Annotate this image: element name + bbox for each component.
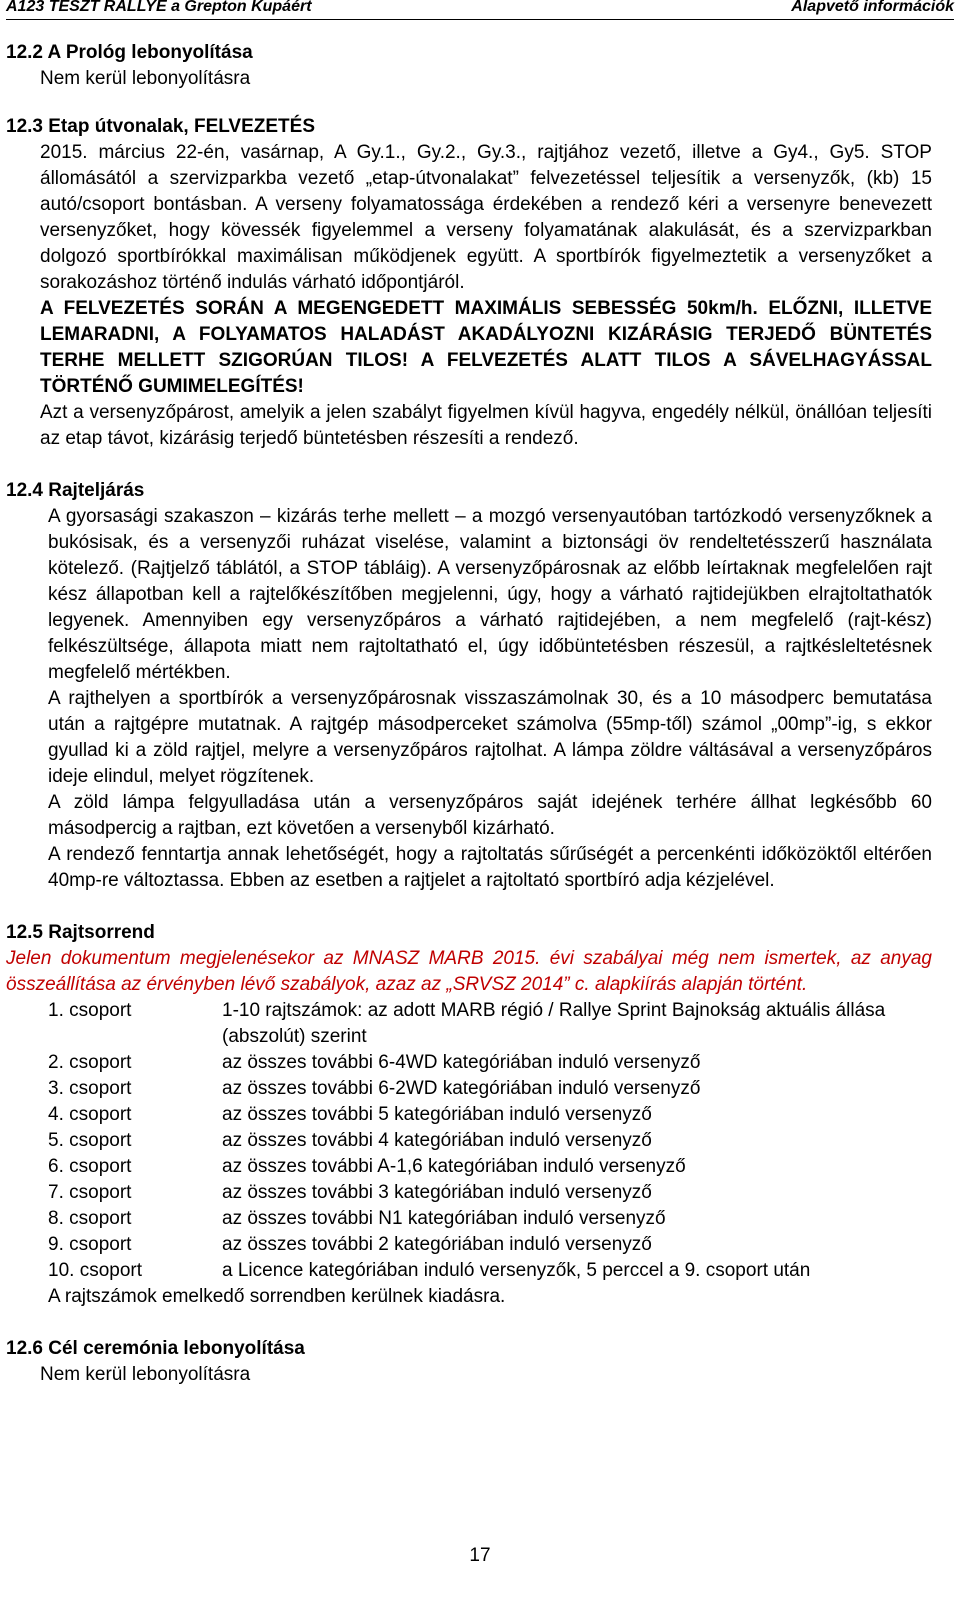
table-row [48,1102,932,1128]
group-description: az összes további 2 kategóriában induló versenyző [222,1234,652,1255]
table-row [48,1128,932,1154]
paragraph: A rendező fenntartja annak lehetőségét, hogy a rajtoltatás sűrűségét a percenkénti időközöktől eltérően 40mp-re változtassa. Ebben az esetben a rajtjelet a rajtoltató sportbíró adja kézjelével. [48,844,932,891]
paragraph: Azt a versenyzőpárost, amelyik a jelen szabályt figyelmen kívül hagyva, engedély nélkül, önállóan teljesíti az etap távot, kizárásig terjedő büntetésben részesíti a rendező. [40,402,932,449]
group-description: az összes további 6-4WD kategóriában induló versenyző [222,1052,701,1073]
paragraph: A gyorsasági szakaszon – kizárás terhe mellett – a mozgó versenyautóban tartózkodó versenyzőknek a bukósisak, és a versenyzői ruházat viselése, valamint a biztonsági öv rendeltetésszerű használata kötelező. (Rajtjelző táblától, a STOP tábláig). A versenyzőpárosnak az előbb leírtaknak megfelelően rajt kész állapotban kell a rajtelőkészítőben megjelenni, úgy, hogy a várható rajtidejükben elrajtoltathatók legyenek. Amennyiben egy versenyzőpáros a várható rajtidejében, a nem megfelelő (rajt-kész) felkészültsége, állapota miatt nem rajtoltatható el, úgy időbüntetésben részesül, a rajtkésleltetésnek megfelelő mértékben. [48,506,932,683]
section-heading: 12.2 A Prológ lebonyolítása [6,42,253,63]
section-heading: 12.4 Rajteljárás [6,480,145,501]
section-12-3 [6,114,932,452]
group-description: az összes további 3 kategóriában induló versenyző [222,1182,652,1203]
table-row [48,1154,932,1180]
group-description: 1-10 rajtszámok: az adott MARB régió / Rallye Sprint Bajnokság aktuális állása (abszolút) szerint [222,1000,886,1047]
section-heading: 12.3 Etap útvonalak, FELVEZETÉS [6,116,316,137]
red-note: Jelen dokumentum megjelenésekor az MNASZ MARB 2015. évi szabályai még nem ismertek, az anyag összeállítása az érvényben lévő szabályok, azaz az „SRVSZ 2014” c. alapkiírás alapján történt. [6,948,932,995]
table-row [48,1258,932,1284]
group-label: 10. csoport [48,1260,142,1281]
start-order-table [48,998,932,1284]
section-12-5 [6,920,932,1310]
paragraph: 2015. március 22-én, vasárnap, A Gy.1., Gy.2., Gy.3., rajtjához vezető, illetve a Gy4., Gy5. STOP állomásától a szervizparkba vezető „etap-útvonalakat” felvezetéssel teljesítik a versenyzők, (kb) 15 autó/csoport bontásban. A verseny folyamatossága érdekében a rendező kéri a versenyre benevezett versenyzőket, hogy kövessék figyelemmel a verseny folyamatának alakulását, és a szervizparkban dolgozó sportbírókkal maximálisan működjenek együtt. A sportbírók figyelmeztetik a versenyzőket a sorakozáshoz történő indulás várható időpontjáról. [40,142,932,293]
table-row [48,1180,932,1206]
group-label: 5. csoport [48,1130,132,1151]
table-row [48,1206,932,1232]
group-label: 7. csoport [48,1182,132,1203]
document-title: A123 TESZT RALLYE a Grepton Kupáért [6,0,312,15]
section-12-4 [6,478,932,894]
paragraph: A rajthelyen a sportbírók a versenyzőpárosnak visszaszámolnak 30, és a 10 másodperc bemutatása után a rajtgépre mutatnak. A rajtgép másodperceket számolva (55mp-től) számol „00mp”-ig, s ekkor gyullad ki a zöld rajtjel, melyre a versenyzőpáros rajtolhat. A lámpa zöldre váltásával a versenyzőpáros ideje elindul, melyet rögzítenek. [48,688,932,787]
group-label: 8. csoport [48,1208,132,1229]
group-label: 9. csoport [48,1234,132,1255]
section-title: Alapvető információk [791,0,954,15]
section-12-2 [6,40,932,92]
page-header [0,0,960,22]
group-description: az összes további 4 kategóriában induló versenyző [222,1130,652,1151]
group-description: az összes további 6-2WD kategóriában induló versenyző [222,1078,701,1099]
group-label: 4. csoport [48,1104,132,1125]
table-row [48,1232,932,1258]
page-number: 17 [469,1545,491,1566]
group-label: 3. csoport [48,1078,132,1099]
section-text: Nem kerül lebonyolításra [40,68,251,89]
header-divider [6,19,954,20]
group-description: az összes további N1 kategóriában induló versenyző [222,1208,666,1229]
group-label: 6. csoport [48,1156,132,1177]
group-label: 2. csoport [48,1052,132,1073]
group-description: az összes további A-1,6 kategóriában induló versenyző [222,1156,686,1177]
page-content [6,40,932,1388]
paragraph: A zöld lámpa felgyulladása után a versenyzőpáros saját idejének terhére állhat legkésőbb 60 másodpercig a rajtban, ezt követően a versenyből kizárható. [48,792,932,839]
table-row [48,1050,932,1076]
section-12-6 [6,1336,932,1388]
bold-warning: A FELVEZETÉS SORÁN A MEGENGEDETT MAXIMÁLIS SEBESSÉG 50km/h. ELŐZNI, ILLETVE LEMARADNI, A FOLYAMATOS HALADÁST AKADÁLYOZNI KIZÁRÁSIG TERJEDŐ BÜNTETÉS TERHE MELLETT SZIGORÚAN TILOS! A FELVEZETÉS ALATT TILOS A SÁVELHAGYÁSSAL TÖRTÉNŐ GUMIMELEGÍTÉS! [40,298,932,397]
section-text: Nem kerül lebonyolításra [40,1364,251,1385]
table-row [48,998,932,1050]
group-description: az összes további 5 kategóriában induló versenyző [222,1104,652,1125]
group-description: a Licence kategóriában induló versenyzők, 5 perccel a 9. csoport után [222,1260,811,1281]
closing-text: A rajtszámok emelkedő sorrendben kerülnek kiadásra. [48,1286,506,1307]
table-row [48,1076,932,1102]
section-heading: 12.5 Rajtsorrend [6,922,155,943]
group-label: 1. csoport [48,1000,132,1021]
section-heading: 12.6 Cél ceremónia lebonyolítása [6,1338,305,1359]
